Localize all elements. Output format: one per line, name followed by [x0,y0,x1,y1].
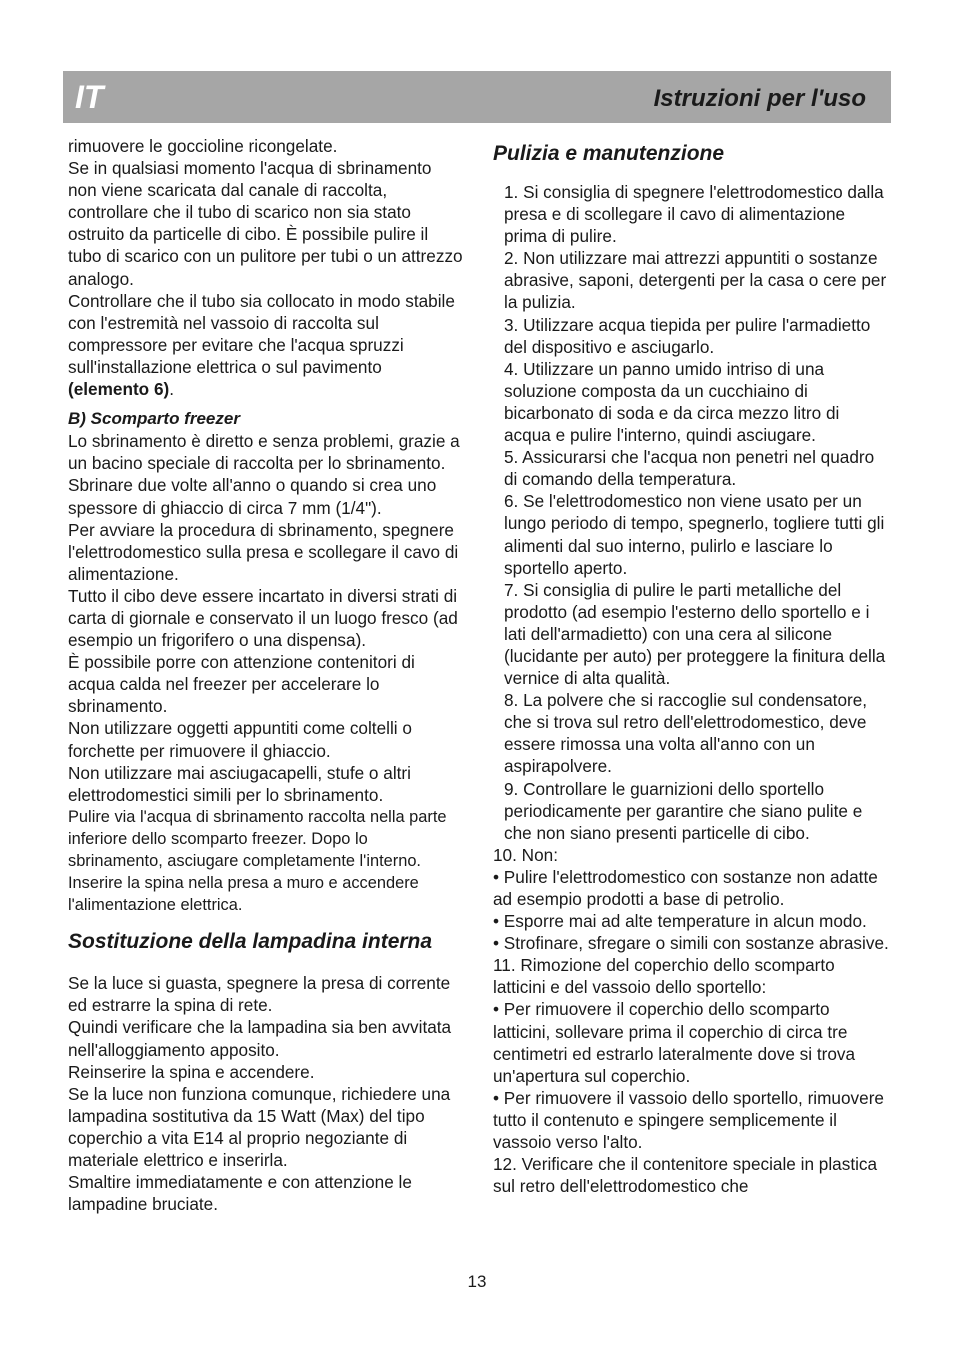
bullet-item: • Strofinare, sfregare o simili con sostanze abrasive. [493,933,889,954]
subsection-heading: B) Scomparto freezer [68,409,240,429]
paragraph: Non utilizzare oggetti appuntiti come coltelli o forchette per rimuovere il ghiaccio. [68,718,412,761]
paragraph: Reinserire la spina e accendere. [68,1061,315,1082]
paragraph: Smaltire immediatamente e con attenzione le lampadine bruciate. [68,1172,412,1215]
paragraph: Pulire via l'acqua di sbrinamento raccolta nella parte inferiore dello scomparto freezer. Dopo lo sbrinamento, asciugare completamente l'interno. Inserire la spina nella presa a muro e accendere l'alimentazione elettrica. [68,807,447,915]
bullet-item: • Pulire l'elettrodomestico con sostanze non adatte ad esempio prodotti a base di petrolio. [493,866,878,909]
page-number: 13 [467,1272,487,1291]
list-item: 12. Verificare che il contenitore speciale in plastica sul retro dell'elettrodomestico che [493,1154,878,1197]
paragraph: Se in qualsiasi momento l'acqua di sbrinamento non viene scaricata dal canale di raccolta, controllare che il tubo di scarico non sia stato ostruito da particelle di cibo. È possibile pulire il tubo di scarico con un pulitore per tubi o un attrezzo analogo. [68,158,463,289]
bullet-item: • Per rimuovere il vassoio dello sportello, rimuovere tutto il contenuto e spingere semplicemente il vassoio verso l'alto. [493,1087,884,1153]
list-item: 4. Utilizzare un panno umido intriso di una soluzione composta da un cucchiaino di bicarbonato di soda e da circa mezzo litro di acqua e pulire l'interno, quindi asciugare. [504,358,840,446]
paragraph-text: Controllare che il tubo sia collocato in modo stabile con l'estremità nel vassoio di raccolta sul compressore per evitare che l'acqua spruzzi sull'installazione elettrica o sul pavimento [68,290,455,377]
list-item: 9. Controllare le guarnizioni dello sportello periodicamente per garantire che siano pulite e che non siano presenti particelle di cibo. [504,778,863,843]
section-heading: Pulizia e manutenzione [493,142,725,165]
paragraph: È possibile porre con attenzione contenitori di acqua calda nel freezer per accelerare lo sbrinamento. [68,652,415,717]
list-item: 2. Non utilizzare mai attrezzi appuntiti o sostanze abrasive, saponi, detergenti per la casa o cere per la pulizia. [504,248,887,313]
list-item: 6. Se l'elettrodomestico non viene usato per un lungo periodo di tempo, spegnerlo, togliere tutti gli alimenti dal suo interno, pulirlo e lasciare lo sportello aperto. [504,491,885,578]
paragraph: Per avviare la procedura di sbrinamento, spegnere l'elettrodomestico sulla presa e scollegare il cavo di alimentazione. [68,519,459,584]
bullet-item: • Esporre mai ad alte temperature in alcun modo. [493,911,867,932]
paragraph: Se la luce si guasta, spegnere la presa di corrente ed estrarre la spina di rete. [68,973,451,1016]
paragraph: rimuovere le goccioline ricongelate. [68,136,338,156]
list-item: 5. Assicurarsi che l'acqua non penetri nel quadro di comando della temperatura. [504,447,875,490]
paragraph: Sbrinare due volte all'anno o quando si crea uno spessore di ghiaccio di circa 7 mm (1/4"). [68,475,437,518]
list-item: 1. Si consiglia di spegnere l'elettrodomestico dalla presa e di scollegare il cavo di alimentazione prima di pulire. [504,182,884,247]
header-title: Istruzioni per l'uso [653,85,866,112]
paragraph: Non utilizzare mai asciugacapelli, stufe o altri elettrodomestici simili per lo sbrinamento. [68,762,411,805]
header-bar [63,71,891,123]
left-column [68,135,463,1215]
list-item: 11. Rimozione del coperchio dello scomparto latticini e del vassoio dello sportello: [493,955,835,998]
paragraph [68,290,463,400]
right-column [493,140,889,1197]
list-item: 7. Si consiglia di pulire le parti metalliche del prodotto (ad esempio l'esterno dello sportello e i lati dell'armadietto) con una cera al silicone (lucidante per auto) per proteggere la finitura della vernice di alta qualità. [504,579,886,689]
list-item: 3. Utilizzare acqua tiepida per pulire l'armadietto del dispositivo e asciugarlo. [504,314,871,357]
paragraph: Tutto il cibo deve essere incartato in diversi strati di carta di giornale e conservato il un luogo fresco (ad esempio un frigorifero o una dispensa). [68,585,458,651]
paragraph: Se la luce non funziona comunque, richiedere una lampadina sostitutiva da 15 Watt (Max) del tipo coperchio a vita E14 al proprio negoziante di materiale elettrico e inserirla. [68,1083,451,1171]
bullet-item: • Per rimuovere il coperchio dello scomparto latticini, sollevare prima il coperchio di circa tre centimetri ed estrarlo lateralmente dove si trova un'apertura sul coperchio. [493,999,856,1086]
list-item: 10. Non: [493,844,558,865]
section-heading: Sostituzione della lampadina interna [68,930,433,954]
paragraph: Quindi verificare che la lampadina sia ben avvitata nell'alloggiamento apposito. [68,1017,452,1060]
language-code: IT [75,79,104,115]
list-item: 8. La polvere che si raccoglie sul condensatore, che si trova sul retro dell'elettrodomestico, deve essere rimossa una volta all'anno con un aspirapolvere. [504,690,868,777]
element-reference: (elemento 6) [68,379,170,400]
paragraph: Lo sbrinamento è diretto e senza problemi, grazie a un bacino speciale di raccolta per lo sbrinamento. [68,431,460,474]
paragraph-end: . [169,379,175,400]
